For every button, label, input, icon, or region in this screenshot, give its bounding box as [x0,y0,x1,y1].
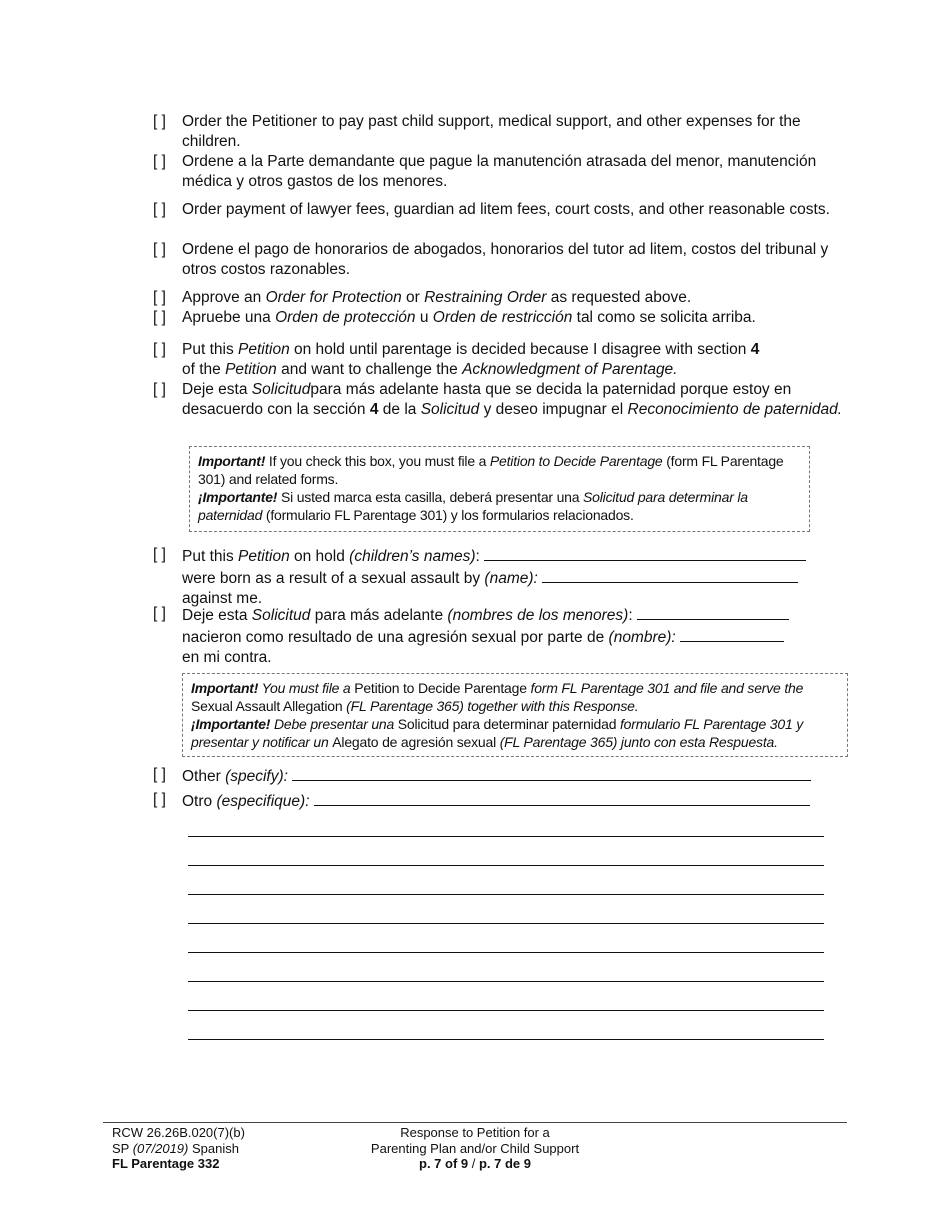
writing-line[interactable] [188,923,824,924]
nombres-menores-field[interactable] [637,604,789,620]
otro-especifique-field[interactable] [314,790,810,806]
option-text: Put this Petition on hold (children’s names): were born as a result of a sexual assault by (name): against me. [182,545,843,609]
option-hold-parentage-en [153,340,843,380]
writing-line[interactable] [188,1039,824,1040]
writing-line[interactable] [188,952,824,953]
note-spanish: ¡Importante! Si usted marca esta casilla, deberá presentar una Solicitud para determinar la paternidad (formulario FL Parentage 301) y los formularios relacionados. [198,489,748,523]
note-spanish: ¡Importante! Debe presentar una Solicitud para determinar paternidad formulario FL Parentage 301 y presentar y notificar un Alegato de agresión sexual (FL Parentage 365) junto con esta Respuesta. [191,716,804,750]
footer-left [112,1125,245,1172]
checkbox-protection-en[interactable]: [ ] [153,289,166,306]
writing-line[interactable] [188,894,824,895]
childrens-names-field[interactable] [484,545,806,561]
checkbox-other-en[interactable]: [ ] [153,766,166,783]
checkbox-protection-es[interactable]: [ ] [153,309,166,326]
checkbox-fees-es[interactable]: [ ] [153,241,166,258]
option-text: Order the Petitioner to pay past child support, medical support, and other expenses for the children. [182,113,801,150]
checkbox-hold-parentage-es[interactable]: [ ] [153,381,166,398]
assailant-name-field[interactable] [542,567,798,583]
nombre-agresor-field[interactable] [680,626,784,642]
option-hold-assault-es [153,604,843,668]
option-past-support-es [153,152,843,192]
option-fees-en [153,200,843,220]
option-text: Deje esta Solicitudpara más adelante hasta que se decida la paternidad porque estoy en desacuerdo con la sección 4 de la Solicitud y deseo impugnar el Reconocimiento de paternidad. [182,381,843,418]
checkbox-hold-parentage-en[interactable]: [ ] [153,341,166,358]
checkbox-hold-assault-es[interactable]: [ ] [153,605,166,622]
footer-form-name: FL Parentage 332 [112,1156,220,1171]
footer-center [335,1125,615,1172]
option-text: Put this Petition on hold until parentage is decided because I disagree with section 4 of the Petition and want to challenge the Acknowledgment of Parentage. [182,341,760,378]
option-hold-parentage-es [153,380,843,420]
option-text: Other (specify): [182,765,843,787]
checkbox-past-support-es[interactable]: [ ] [153,153,166,170]
option-past-support-en [153,112,843,152]
note-english: Important! If you check this box, you must file a Petition to Decide Parentage (form FL Parentage 301) and related forms. [198,453,784,487]
footer-title-2: Parenting Plan and/or Child Support [370,1140,580,1156]
writing-line[interactable] [188,865,824,866]
important-note-parentage [189,446,810,532]
other-specify-field[interactable] [292,765,811,781]
option-text: Otro (especifique): [182,790,843,812]
checkbox-fees-en[interactable]: [ ] [153,201,166,218]
footer-divider [103,1122,847,1123]
checkbox-other-es[interactable]: [ ] [153,791,166,808]
option-hold-assault-en [153,545,843,609]
option-text: Approve an Order for Protection or Restraining Order as requested above. [182,289,692,306]
footer-title-1: Response to Petition for a [400,1125,550,1140]
option-text: Deje esta Solicitud para más adelante (nombres de los menores): nacieron como resultado de una agresión sexual por parte de (nombre): en mi contra. [182,604,843,668]
option-other-en [153,765,843,787]
option-protection-es [153,308,843,328]
option-text: Order payment of lawyer fees, guardian ad litem fees, court costs, and other reasonable costs. [182,201,830,218]
option-fees-es [153,240,843,280]
option-other-es [153,790,843,812]
option-protection-en [153,288,843,308]
checkbox-hold-assault-en[interactable]: [ ] [153,546,166,563]
option-text: Ordene el pago de honorarios de abogados, honorarios del tutor ad litem, costos del tribunal y otros costos razonables. [182,241,829,278]
important-note-assault [182,673,848,757]
option-text: Apruebe una Orden de protección u Orden de restricción tal como se solicita arriba. [182,309,756,326]
footer-rcw: RCW 26.26B.020(7)(b) [112,1125,245,1140]
option-text: Ordene a la Parte demandante que pague la manutención atrasada del menor, manutención médica y otros gastos de los menores. [182,153,817,190]
footer-page-number: p. 7 of 9 / p. 7 de 9 [419,1156,531,1171]
checkbox-past-support-en[interactable]: [ ] [153,113,166,130]
writing-line[interactable] [188,836,824,837]
writing-line[interactable] [188,1010,824,1011]
note-english: Important! You must file a Petition to Decide Parentage form FL Parentage 301 and file and serve the Sexual Assault Allegation (FL Parentage 365) together with this Response. [191,680,804,714]
writing-line[interactable] [188,981,824,982]
footer-version: SP (07/2019) Spanish [112,1140,239,1156]
